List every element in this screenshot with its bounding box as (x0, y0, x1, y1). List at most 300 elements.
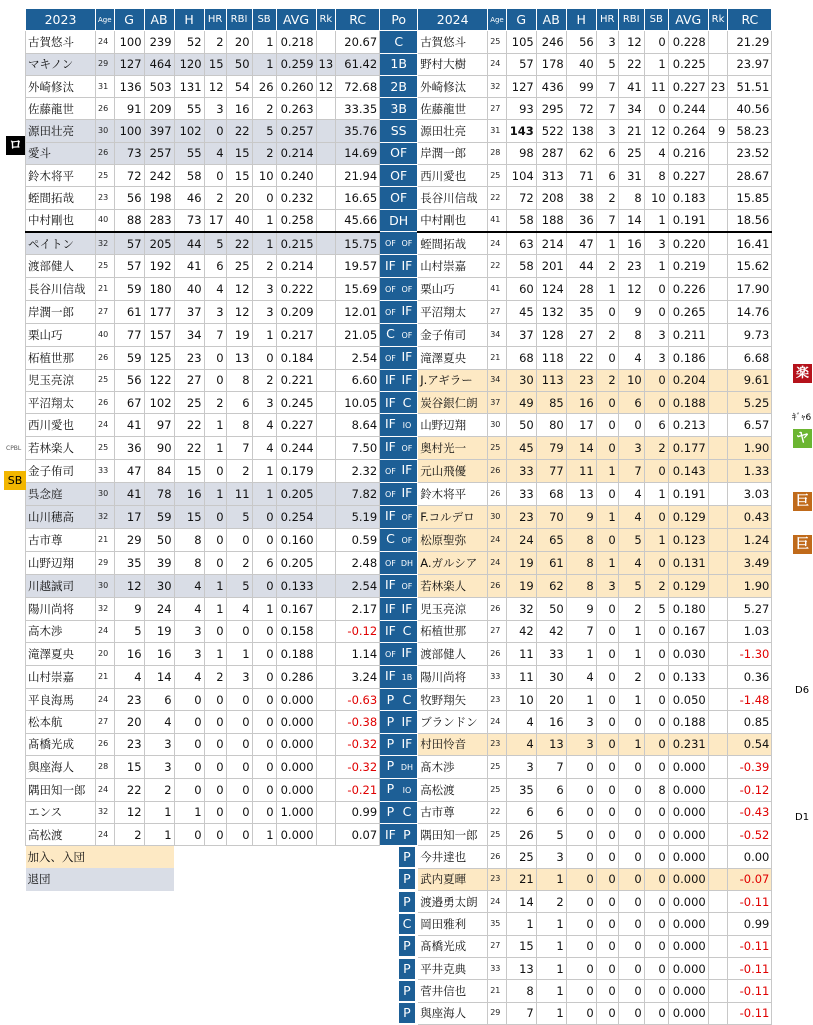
left-cell-g: 100 (114, 120, 144, 142)
right-cell-hr: 2 (596, 369, 618, 391)
left-cell-age: 23 (96, 187, 115, 209)
right-cell-g: 14 (506, 891, 536, 913)
left-cell-rc: 14.69 (336, 142, 380, 164)
right-cell-h: 0 (566, 913, 596, 935)
right-cell-name: 武内夏暉 (418, 868, 488, 890)
left-cell-rc: 2.48 (336, 552, 380, 575)
right-cell-sb: 0 (644, 300, 668, 323)
right-cell-avg: 0.131 (668, 552, 708, 575)
right-cell-rc: 15.62 (728, 255, 772, 277)
left-cell-name: 源田壮亮 (26, 120, 96, 142)
left-cell-ab (144, 935, 174, 957)
position-2024-label: IF (401, 258, 413, 274)
left-cell-rbi: 16 (226, 98, 252, 120)
left-cell-rk (316, 437, 336, 460)
table-row (26, 506, 772, 529)
right-cell-h: 0 (566, 935, 596, 957)
right-cell-rbi: 23 (618, 255, 644, 277)
table-row (26, 824, 772, 846)
right-cell-name: 村田怜音 (418, 733, 488, 755)
left-cell-hr: 2 (204, 187, 226, 209)
left-cell-g: 23 (114, 733, 144, 755)
right-cell-name: 今井達也 (418, 846, 488, 868)
right-cell-name: 陽川尚将 (418, 665, 488, 688)
left-cell-avg: 0.160 (276, 529, 316, 552)
right-cell-g: 15 (506, 935, 536, 957)
right-cell-rc: 14.76 (728, 300, 772, 323)
left-cell-rk (316, 414, 336, 437)
right-cell-h: 9 (566, 598, 596, 620)
right-cell-name: F.コルデロ (418, 506, 488, 529)
right-cell-rk (708, 824, 728, 846)
right-cell-ab: 3 (536, 846, 566, 868)
right-cell-h: 1 (566, 688, 596, 710)
right-cell-age: 30 (488, 506, 507, 529)
left-cell-rbi: 5 (226, 575, 252, 598)
right-cell-rk (708, 665, 728, 688)
right-cell-ab: 522 (536, 120, 566, 142)
left-cell-hr: 3 (204, 98, 226, 120)
right-cell-h: 7 (566, 620, 596, 642)
right-cell-sb: 0 (644, 1002, 668, 1024)
right-cell-age: 28 (488, 142, 507, 164)
left-cell-g: 12 (114, 575, 144, 598)
right-cell-hr: 1 (596, 232, 618, 255)
left-cell-rc: -0.32 (336, 733, 380, 755)
table-row (26, 755, 772, 778)
left-cell-rk (316, 980, 336, 1002)
right-cell-avg: 0.220 (668, 232, 708, 255)
right-cell-rc: -0.52 (728, 824, 772, 846)
right-cell-avg: 0.228 (668, 31, 708, 53)
position-2024-label: P (403, 826, 411, 842)
left-cell-avg (276, 957, 316, 979)
right-cell-avg: 0.050 (668, 688, 708, 710)
left-cell-hr (204, 868, 226, 890)
left-cell-rc (336, 980, 380, 1002)
right-cell-avg: 0.129 (668, 506, 708, 529)
right-cell-hr: 1 (596, 552, 618, 575)
right-cell-rk (708, 460, 728, 483)
cpbl-label: CPBL (6, 445, 22, 452)
right-cell-ab: 2 (536, 891, 566, 913)
right-cell-sb: 1 (644, 529, 668, 552)
left-cell-sb: 3 (252, 300, 276, 323)
left-cell-g: 47 (114, 460, 144, 483)
right-cell-h: 8 (566, 552, 596, 575)
right-cell-name: 西川愛也 (418, 165, 488, 187)
right-cell-rk (708, 529, 728, 552)
left-cell-name: 長谷川信哉 (26, 277, 96, 300)
left-cell-h: 22 (174, 414, 204, 437)
left-cell-ab: 209 (144, 98, 174, 120)
right-cell-ab: 436 (536, 75, 566, 97)
left-cell-hr: 6 (204, 255, 226, 277)
right-cell-ab: 214 (536, 232, 566, 255)
left-cell-rbi (226, 846, 252, 868)
left-cell-sb: 0 (252, 755, 276, 778)
right-cell-avg: 0.000 (668, 868, 708, 890)
left-cell-hr: 0 (204, 529, 226, 552)
right-cell-rbi: 21 (618, 120, 644, 142)
right-cell-age: 22 (488, 801, 507, 823)
left-cell-rbi: 0 (226, 778, 252, 801)
right-cell-ab: 113 (536, 369, 566, 391)
table-row (26, 460, 772, 483)
position-2023-label: P (386, 804, 395, 820)
right-cell-rc: 0.99 (728, 913, 772, 935)
right-cell-rbi: 6 (618, 392, 644, 414)
right-cell-age: 25 (488, 778, 507, 801)
left-cell-rc: 21.94 (336, 165, 380, 187)
left-cell-h (174, 846, 204, 868)
right-cell-avg: 0.177 (668, 437, 708, 460)
left-cell-name: 渡部健人 (26, 255, 96, 277)
left-cell-avg: 0.254 (276, 506, 316, 529)
right-cell-avg: 0.000 (668, 755, 708, 778)
position-label: SS (390, 123, 407, 139)
right-cell-hr: 0 (596, 392, 618, 414)
left-cell-rk (316, 824, 336, 846)
position-2024-label: IF (401, 713, 413, 729)
left-cell-sb: 3 (252, 392, 276, 414)
right-cell-ab: 128 (536, 323, 566, 346)
header-avg: AVG (276, 9, 316, 31)
position-2024-label: OF (401, 239, 413, 249)
position-cell (380, 552, 418, 575)
left-cell-rc: 15.75 (336, 232, 380, 255)
left-cell-hr: 0 (204, 506, 226, 529)
left-cell-name: 金子侑司 (26, 460, 96, 483)
left-cell-rk (316, 369, 336, 391)
left-cell-name: 平良海馬 (26, 688, 96, 710)
left-cell-ab: 3 (144, 755, 174, 778)
right-cell-rc: 16.41 (728, 232, 772, 255)
left-cell-rc: 15.69 (336, 277, 380, 300)
right-cell-hr: 0 (596, 1002, 618, 1024)
left-cell-hr: 1 (204, 598, 226, 620)
right-cell-hr: 0 (596, 891, 618, 913)
right-cell-g: 33 (506, 483, 536, 506)
left-cell-h (174, 868, 204, 890)
left-cell-ab: 397 (144, 120, 174, 142)
right-cell-avg: 0.133 (668, 665, 708, 688)
position-2023-label: OF (384, 284, 396, 294)
right-cell-sb: 0 (644, 846, 668, 868)
left-cell-rc: 12.01 (336, 300, 380, 323)
left-cell-name (26, 957, 96, 979)
right-cell-age: 26 (488, 642, 507, 665)
right-cell-sb: 0 (644, 665, 668, 688)
left-cell-sb: 0 (252, 642, 276, 665)
position-2023-label: C (386, 531, 395, 547)
left-cell-h: 40 (174, 277, 204, 300)
left-cell-rbi (226, 957, 252, 979)
right-cell-rc: 6.68 (728, 346, 772, 369)
left-cell-age: 33 (96, 460, 115, 483)
right-cell-name: 金子侑司 (418, 323, 488, 346)
left-cell-rbi: 12 (226, 277, 252, 300)
right-cell-age: 23 (488, 688, 507, 710)
left-cell-rbi: 13 (226, 346, 252, 369)
left-cell-h: 1 (174, 801, 204, 823)
left-cell-hr (204, 935, 226, 957)
right-cell-sb: 2 (644, 575, 668, 598)
right-cell-hr: 0 (596, 980, 618, 1002)
left-cell-rk: 12 (316, 75, 336, 97)
right-cell-name: 鈴木将平 (418, 483, 488, 506)
right-cell-rk (708, 323, 728, 346)
right-cell-age: 21 (488, 980, 507, 1002)
position-cell (380, 31, 418, 53)
left-cell-rc: 45.66 (336, 209, 380, 232)
position-cell (380, 529, 418, 552)
left-cell-rbi: 54 (226, 75, 252, 97)
left-cell-ab: 180 (144, 277, 174, 300)
left-cell-age: 27 (96, 711, 115, 733)
left-cell-rk (316, 209, 336, 232)
right-cell-ab: 1 (536, 957, 566, 979)
right-cell-ab: 201 (536, 255, 566, 277)
right-cell-sb: 0 (644, 369, 668, 391)
right-cell-g: 98 (506, 142, 536, 164)
right-cell-rk (708, 232, 728, 255)
right-cell-sb: 0 (644, 620, 668, 642)
right-cell-g: 49 (506, 392, 536, 414)
right-cell-ab: 30 (536, 665, 566, 688)
right-cell-avg: 0.000 (668, 801, 708, 823)
header-ab: AB (144, 9, 174, 31)
left-cell-rbi: 40 (226, 209, 252, 232)
left-cell-rbi: 8 (226, 369, 252, 391)
left-cell-name: 山村崇嘉 (26, 665, 96, 688)
right-cell-rk (708, 277, 728, 300)
right-cell-rbi: 5 (618, 529, 644, 552)
left-cell-hr: 0 (204, 369, 226, 391)
position-cell (380, 346, 418, 369)
left-cell-age: 32 (96, 232, 115, 255)
left-cell-rbi: 22 (226, 120, 252, 142)
position-2023-label: OF (384, 307, 396, 317)
right-cell-ab: 62 (536, 575, 566, 598)
header-row (26, 9, 772, 31)
left-cell-rbi: 0 (226, 688, 252, 710)
right-cell-rbi: 12 (618, 277, 644, 300)
right-cell-g: 127 (506, 75, 536, 97)
right-cell-ab: 16 (536, 711, 566, 733)
left-cell-age: 21 (96, 665, 115, 688)
left-cell-h: 73 (174, 209, 204, 232)
table-row (26, 165, 772, 187)
right-cell-sb: 0 (644, 957, 668, 979)
right-cell-age: 24 (488, 891, 507, 913)
left-cell-sb: 0 (252, 346, 276, 369)
right-cell-rk (708, 414, 728, 437)
left-cell-name: 滝澤夏央 (26, 642, 96, 665)
left-cell-rk (316, 688, 336, 710)
right-cell-hr: 0 (596, 483, 618, 506)
left-cell-g: 100 (114, 31, 144, 53)
left-cell-age: 40 (96, 209, 115, 232)
position-cell (380, 957, 418, 979)
right-cell-name: 蛭間拓哉 (418, 232, 488, 255)
left-cell-name: 岸潤一郎 (26, 300, 96, 323)
position-cell (380, 392, 418, 414)
left-cell-rk (316, 255, 336, 277)
left-cell-rk (316, 665, 336, 688)
right-cell-avg: 0.219 (668, 255, 708, 277)
left-cell-rbi (226, 1002, 252, 1024)
left-cell-rk (316, 98, 336, 120)
position-cell (380, 187, 418, 209)
right-cell-rbi: 31 (618, 165, 644, 187)
right-cell-rbi: 1 (618, 642, 644, 665)
right-cell-h: 8 (566, 529, 596, 552)
left-cell-g: 20 (114, 711, 144, 733)
left-cell-rk (316, 165, 336, 187)
right-cell-h: 72 (566, 98, 596, 120)
position-2024-label: IO (402, 421, 412, 431)
right-cell-rc: -0.43 (728, 801, 772, 823)
right-cell-rc: 23.97 (728, 53, 772, 75)
right-cell-age: 26 (488, 483, 507, 506)
left-cell-avg: 0.184 (276, 346, 316, 369)
left-cell-h: 8 (174, 552, 204, 575)
left-cell-rc: 61.42 (336, 53, 380, 75)
right-cell-rbi: 9 (618, 300, 644, 323)
right-cell-rk (708, 53, 728, 75)
right-cell-ab: 1 (536, 913, 566, 935)
right-cell-g: 11 (506, 665, 536, 688)
right-cell-avg: 0.123 (668, 529, 708, 552)
right-cell-name: 佐藤龍世 (418, 98, 488, 120)
left-cell-g: 61 (114, 300, 144, 323)
left-cell-hr: 0 (204, 460, 226, 483)
right-cell-rc: -0.11 (728, 1002, 772, 1024)
right-cell-rbi: 0 (618, 846, 644, 868)
position-2023-label: IF (384, 258, 396, 274)
right-cell-hr: 0 (596, 529, 618, 552)
right-cell-hr: 0 (596, 778, 618, 801)
right-cell-sb: 0 (644, 801, 668, 823)
right-cell-h: 36 (566, 209, 596, 232)
left-cell-hr: 0 (204, 801, 226, 823)
right-cell-rk (708, 957, 728, 979)
left-cell-rc: 2.17 (336, 598, 380, 620)
left-cell-rk (316, 460, 336, 483)
right-cell-rbi: 4 (618, 552, 644, 575)
left-cell-sb: 0 (252, 778, 276, 801)
left-cell-h: 37 (174, 300, 204, 323)
right-cell-h: 23 (566, 369, 596, 391)
right-cell-ab: 6 (536, 801, 566, 823)
table-row (26, 552, 772, 575)
left-cell-avg (276, 935, 316, 957)
left-cell-rk (316, 232, 336, 255)
left-cell-avg: 0.000 (276, 688, 316, 710)
position-cell (380, 1002, 418, 1024)
right-cell-rc: 3.03 (728, 483, 772, 506)
left-cell-age: 25 (96, 437, 115, 460)
right-cell-h: 40 (566, 53, 596, 75)
right-cell-age: 24 (488, 529, 507, 552)
right-cell-g: 21 (506, 868, 536, 890)
left-cell-age: 24 (96, 778, 115, 801)
position-2024-label: DH (400, 762, 414, 772)
left-cell-h: 41 (174, 255, 204, 277)
position-label: 2B (390, 78, 407, 94)
left-cell-avg: 0.000 (276, 711, 316, 733)
left-cell-ab: 78 (144, 483, 174, 506)
right-cell-avg: 0.188 (668, 392, 708, 414)
position-2023-label: IF (384, 372, 396, 388)
position-cell (380, 824, 418, 846)
table-row (26, 98, 772, 120)
right-cell-h: 3 (566, 711, 596, 733)
left-cell-g (114, 980, 144, 1002)
left-cell-rc (336, 913, 380, 935)
right-cell-name: 髙橋光成 (418, 935, 488, 957)
right-cell-avg: 0.265 (668, 300, 708, 323)
right-cell-rbi: 0 (618, 935, 644, 957)
team-badge-rakuten: 楽 (793, 364, 812, 383)
right-cell-name: 児玉亮涼 (418, 598, 488, 620)
left-cell-ab (144, 913, 174, 935)
left-cell-hr: 3 (204, 300, 226, 323)
right-cell-name: 長谷川信哉 (418, 187, 488, 209)
right-cell-name: 平沼翔太 (418, 300, 488, 323)
left-cell-h: 44 (174, 232, 204, 255)
right-cell-ab: 178 (536, 53, 566, 75)
right-cell-hr: 5 (596, 53, 618, 75)
left-cell-name: エンス (26, 801, 96, 823)
right-cell-rbi: 0 (618, 957, 644, 979)
table-row (26, 369, 772, 391)
left-cell-name: 髙橋光成 (26, 733, 96, 755)
right-cell-rk (708, 300, 728, 323)
left-cell-rbi: 20 (226, 31, 252, 53)
right-cell-rk (708, 255, 728, 277)
right-cell-h: 0 (566, 846, 596, 868)
right-cell-age: 27 (488, 98, 507, 120)
right-cell-h: 44 (566, 255, 596, 277)
right-cell-rbi: 0 (618, 711, 644, 733)
table-row (26, 232, 772, 255)
left-cell-name: 呉念庭 (26, 483, 96, 506)
right-cell-hr: 0 (596, 913, 618, 935)
right-cell-ab: 313 (536, 165, 566, 187)
header-sb: SB (644, 9, 668, 31)
right-cell-age: 25 (488, 755, 507, 778)
left-cell-sb: 4 (252, 437, 276, 460)
left-cell-sb: 1 (252, 232, 276, 255)
left-cell-age: 32 (96, 598, 115, 620)
position-2024-label: C (402, 394, 412, 410)
left-cell-ab: 198 (144, 187, 174, 209)
right-cell-hr: 0 (596, 414, 618, 437)
right-cell-h: 0 (566, 824, 596, 846)
right-cell-name: 古市尊 (418, 801, 488, 823)
left-cell-rk (316, 392, 336, 414)
right-cell-rc: 1.24 (728, 529, 772, 552)
right-cell-g: 6 (506, 801, 536, 823)
left-cell-ab: 192 (144, 255, 174, 277)
right-cell-avg: 0.183 (668, 187, 708, 209)
position-2024-label: C (399, 914, 416, 934)
right-cell-h: 1 (566, 642, 596, 665)
header-po: Po (380, 9, 418, 31)
right-cell-hr: 3 (596, 575, 618, 598)
